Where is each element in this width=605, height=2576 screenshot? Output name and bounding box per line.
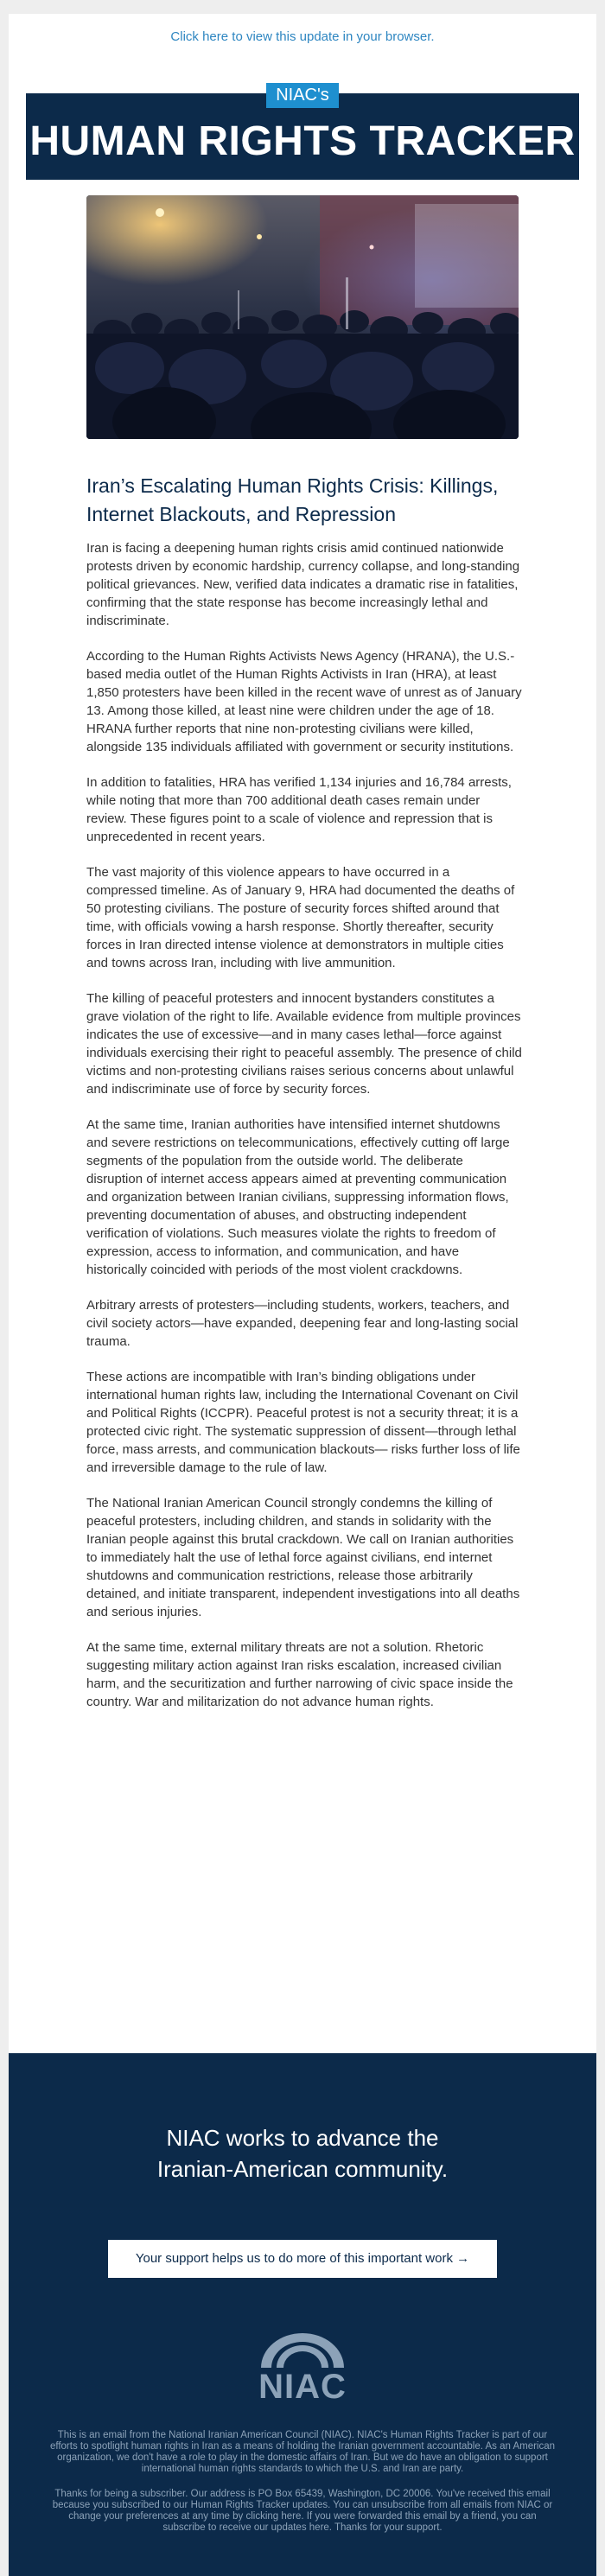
niac-badge: NIAC's [266, 83, 339, 108]
niac-logo-text: NIAC [258, 2368, 347, 2406]
article-paragraph: According to the Human Rights Activists News Agency (HRANA), the U.S.-based media outlet of the Human Rights Activists in Iran (HRA), at least 1,850 protesters have been killed in the recent wave of unrest as of January 13. Among those killed, at least nine were children under the age of 18. HRANA further reports that nine non-protesting civilians were killed, alongside 135 individuals affiliated with government or security institutions. [86, 649, 522, 754]
article-paragraph: Arbitrary arrests of protesters—including students, workers, teachers, and civil society actors—have expanded, deepening fear and long-lasting social trauma. [86, 1298, 519, 1349]
article-paragraph: The vast majority of this violence appears to have occurred in a compressed timeline. As of January 9, HRA had documented the deaths of 50 protesting civilians. The posture of security forces shifted around that time, with officials vowing a harsh response. Shortly thereafter, security forces in Iran directed intense violence at demonstrators in multiple cities and towns across Iran, including with live ammunition. [86, 865, 515, 970]
article-paragraph: At the same time, Iranian authorities have intensified internet shutdowns and severe restrictions on telecommunications, effectively cutting off large segments of the population from the outside world. The deliberate disruption of internet access appears aimed at preventing communication and organization between Iranian civilians, suppressing information flows, preventing documentation of abuses, and obstructing independent verification of violations. Such measures violate the rights to freedom of expression, access to information, and communication, and have historically coincided with periods of the most violent crackdowns. [86, 1117, 510, 1277]
hero-image [86, 195, 519, 439]
niac-logo-arc-icon [251, 2328, 354, 2371]
article-paragraph: The National Iranian American Council strongly condemns the killing of peaceful protesters, including children, and stands in solidarity with the Iranian people against this brutal crackdown. We call on Iranian authorities to immediately halt the use of lethal force against civilians, end internet shutdowns and communication restrictions, release those arbitrarily detained, and initiate transparent, independent investigations into all deaths and serious injuries. [86, 1496, 520, 1619]
article-headline: Iran’s Escalating Human Rights Crisis: Killings, Internet Blackouts, and Repression [86, 474, 499, 525]
newsletter-title: HUMAN RIGHTS TRACKER [29, 118, 576, 164]
disclaimer-text: This is an email from the National Iranian American Council (NIAC). NIAC's Human Rights Tracker is part of our efforts to spotlight human rights in Iran as a means of holding the Iranian government accountable. As an American organization, we don't have a role to play in the domestic affairs of Iran. But we do have an obligation to support international human rights standards to which the U.S. and Iran are party. [49, 2430, 556, 2474]
footer-heading: NIAC works to advance the Iranian-American community. [156, 2125, 449, 2182]
article-paragraph: The killing of peaceful protesters and innocent bystanders constitutes a grave violation of the right to life. Available evidence from multiple provinces indicates the use of excessive—and in many cases lethal—force against individuals exercising their right to peaceful assembly. The presence of child victims and non-protesting civilians raises serious concerns about unlawful and indiscriminate use of force by security forces. [86, 991, 522, 1097]
article-paragraph: At the same time, external military threats are not a solution. Rhetoric suggesting military action against Iran risks escalation, increased civilian harm, and the securitization and further narrowing of civic space inside the country. War and militarization do not advance human rights. [86, 1640, 513, 1709]
niac-logo[interactable] [251, 2328, 354, 2414]
article-paragraph: Iran is facing a deepening human rights crisis amid continued nationwide protests driven by economic hardship, currency collapse, and long-standing political grievances. New, verified data indicates a dramatic rise in fatalities, confirming that the state response has become increasingly lethal and indiscriminate. [86, 541, 520, 628]
article-body [86, 539, 523, 1728]
support-button[interactable]: Your support helps us to do more of this important work → [108, 2240, 497, 2278]
view-in-browser-link[interactable]: Click here to view this update in your browser. [170, 29, 435, 44]
article-paragraph: In addition to fatalities, HRA has verified 1,134 injuries and 16,784 arrests, while noting that more than 700 additional death cases remain under review. These figures point to a scale of violence and repression that is unprecedented in recent years. [86, 775, 512, 844]
footer [9, 2053, 596, 2576]
email-container [9, 14, 596, 2576]
protest-crowd-photo [86, 195, 519, 439]
subscription-note: Thanks for being a subscriber. Our address is PO Box 65439, Washington, DC 20006. You've received this email because you subscribed to our Human Rights Tracker updates. You can unsubscribe from all emails from NIAC or change your preferences at any time by clicking here. If you were forwarded this email by a friend, you can subscribe to receive our updates here. Thanks for your support. [52, 2489, 553, 2533]
article-paragraph: These actions are incompatible with Iran’s binding obligations under international human rights law, including the International Covenant on Civil and Political Rights (ICCPR). Peaceful protest is not a security threat; it is a protected civic right. The systematic suppression of dissent—through lethal force, mass arrests, and communication blackouts— risks further loss of life and irreversible damage to the rule of law. [86, 1370, 520, 1475]
